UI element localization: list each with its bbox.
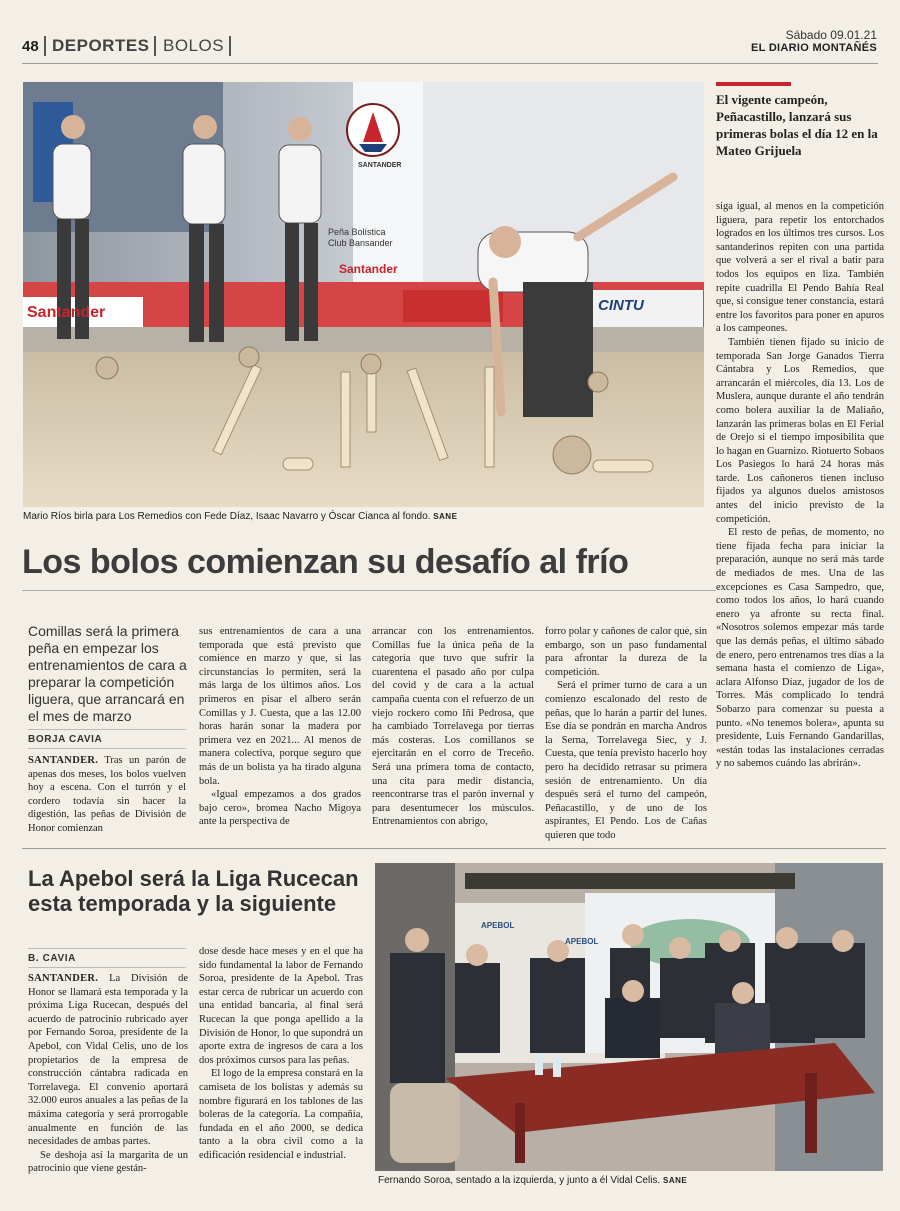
photo-caption [23,511,704,522]
banner-right: CINTU [598,297,644,314]
article2-col1-p1: La División de Honor se llamará esta temporada y la próxima Liga Rucecan, después del acuerdo de patrocinio rubricado ayer por Fernando Soroa, presidente de la Apebol, con Vidal Celis, uno de los propietarios de la empresa de construcción cántabra radicada en Torrelavega. El convenio aportará 32.000 euros anuales a las peñas de la máxima categoría y será prorrogable anualmente en función de las necesidades de ambas partes. [28,973,189,1148]
wall-logo-mid: APEBOL [565,937,599,946]
sign-club-line2: Club Bansander [328,238,393,248]
article1-col1-text: Tras un parón de apenas dos meses, los bolos vuelven hoy a escena. Con el turrón y el cordero todavía sin hacer la digestión, las peñas de División de Honor comienzan [28,755,186,834]
bowling-scene-illustration [23,82,704,507]
press-conference-photo [375,863,883,1171]
byline-rule [28,748,186,749]
article2-col1 [28,972,188,1176]
main-photo [23,82,704,507]
article1-col3-text: arrancar con los entrenamientos. Comillas fue la única peña de la categoría que tuvo que sufrir la cuarentena el pasado año por culpa del covid y de cara a la actual campaña cuenta con el refuerzo de un viejo rockero como Iñi Pedrosa, que ha cambiado Torrelavega por tierras más costeras. Los comillanos se ejercitarán en el corro de Treceño. Será una primera toma de contacto, una cita para medir distancia, reencontrarse tras el parón invernal y para desentumecer los músculos. Entrenamientos con abrigo, [372,626,534,828]
section-rule [22,848,886,849]
article1-col5 [716,200,884,771]
photo2-credit: SANE [663,1176,688,1185]
header-divider [229,36,231,56]
sign-sponsor: Santander [339,262,398,276]
sign-club [328,227,393,249]
article1-col1 [28,754,186,836]
byline-rule [28,967,186,968]
sign-club-line1: Peña Bolística [328,227,386,237]
headline-rule [22,590,716,591]
article1-headline: Los bolos comienzan su desafío al frío [22,543,629,581]
header-divider [154,36,156,56]
article2-byline: B. CAVIA [28,953,76,964]
article1-col4 [545,625,707,843]
pull-quote: El vigente campeón, Peñacastillo, lanzará sus primeras bolas el día 12 en la Mateo Grijuela [716,92,878,158]
photo-credit: SANE [433,512,458,521]
article1-col2-p2: «Igual empezamos a dos grados bajo cero», bromea Nacho Migoya ante la perspectiva de [199,789,361,828]
section-title: DEPORTES [52,36,150,55]
header-rule [22,63,878,64]
header-divider [44,36,46,56]
article1-byline: BORJA CAVIA [28,734,103,745]
article1-deck: Comillas será la primera peña en empezar los entrenamientos de cara a preparar la competición liguera, que arrancará en el mes de marzo [28,623,187,724]
wall-logo-left: APEBOL [481,921,515,930]
article1-col4-p2: Será el primer turno de cara a un comienzo escalonado del resto de peñas, que lo harán a partir del lunes. Ese día se pondrán en marcha Andros la Serna, Torrelavega Siec, y J. Cuesta, que tenía previsto hacerlo hoy pero ha decidido retrasar su primera sesión de entrenamiento. Un día después será el turno del campeón, Peñacastillo, y de uno de los aspirantes, El Pendo. Los de Cañas quieren que todo [545,680,707,841]
article1-col4-p1: forro polar y cañones de calor que, sin embargo, son un paso fundamental para afrontar la dureza de la competición. [545,626,707,678]
photo2-caption [378,1175,883,1186]
article2-col1-p2: Se deshoja así la margarita de un patrocinio que viene gestán- [28,1149,188,1175]
newspaper-name: EL DIARIO MONTAÑÉS [751,42,877,54]
article1-col5-p2: También tienen fijado su inicio de temporada San Jorge Ganados Tierra Cántabra y Los Remedios, que arrancarán el miércoles, día 13. Los de Muslera, aunque durante el año tendrán como bolera auxiliar la de Maliaño, lanzarán las primeras bolas en El Ferial de Orejo si el tiempo imposibilita que lo hagan en Guarnizo. Riotuerto Sobaos Los Pasiegos lo hará 24 horas más tarde. Los cañoneros tienen incluso fijados ya algunos duelos amistosos antes del inicio previsto de la competición. [716,336,884,525]
photo2-caption-text: Fernando Soroa, sentado a la izquierda, y junto a él Vidal Celis. [378,1175,661,1186]
article1-col5-p1: siga igual, al menos en la competición liguera, para repetir los entorchados logrados en los últimos tres cursos. Los santanderinos repiten con una partida que volverá a ser el rival a batir para todos los equipos en liza. También repite cuadrilla El Pendo Bahía Real que, si consigue tener constancia, estará entre los favoritos para poner en apuros a los campeones. [716,201,884,335]
photo-caption-text: Mario Ríos birla para Los Remedios con Fede Díaz, Isaac Navarro y Óscar Cianca al fondo. [23,511,431,522]
article1-col3 [372,625,534,829]
article2-col2-p1: dose desde hace meses y en el que ha sido fundamental la labor de Fernando Soroa, presidente de la Apebol. Tras estar cerca de rubricar un acuerdo con una entidad bancaria, al final será Rucecan la que ponga apellido a la División de Honor, lo que supondrá un aporte extra de ingresos de cara a los dos próximos cursos para las peñas. [199,946,363,1066]
article1-col2 [199,625,361,829]
subsection-title: BOLOS [163,36,225,55]
article2-col2 [199,945,363,1163]
byline-rule [28,948,186,949]
byline-rule [28,729,186,730]
crest-label: SANTANDER [358,162,402,169]
dateline: SANTANDER. [28,973,99,984]
page-number: 48 [22,38,39,55]
issue-date: Sábado 09.01.21 [785,28,877,42]
pull-quote-rule [716,82,791,86]
banner-left: Santander [27,304,106,321]
meeting-scene-illustration [375,863,883,1171]
article1-col2-p1: sus entrenamientos de cara a una temporada que está previsto que comience en marzo y que, si las circunstancias lo permiten, será la más larga de los últimos años. Los primeros en pisar el albero serán Comillas y J. Cuesta, que a las 12.00 horas harán sonar la madera por primera vez en 2021... Al menos de manera colectiva, porque seguro que más de un bolista ya ha tirado alguna bola. [199,626,361,787]
dateline: SANTANDER. [28,755,99,766]
article1-col5-p3: El resto de peñas, de momento, no tiene fijada fecha para iniciar la preparación, aunque no será más tarde de mediados de mes. Una de las excepciones es Casa Sampedro, que, como todos los años, lo hará cuando enero ya afronte su recta final. «Nosotros solemos empezar más tarde que las demás peñas, el último sábado de enero, pero entrenamos tres días a la semana hasta el comienzo de Liga», aclara Alfonso Díaz, jugador de los de Torres. Más complicado lo tendrá Sobarzo para comenzar su puesta a punto. «No tenemos bolera», apunta su presidente, Luis Fernando Gandarillas, «están todas las instalaciones cerradas y no sabemos cuándo las abrirán». [716,527,884,770]
article2-headline: La Apebol será la Liga Rucecan esta temporada y la siguiente [28,866,359,916]
article2-col2-p2: El logo de la empresa constará en la camiseta de los bolistas y además su nombre figurará en los tablones de las boleras de la categoría. La compañía, fundada en el año 2000, se dedica tanto a la obra civil como a la edificación residencial e industrial. [199,1068,363,1161]
